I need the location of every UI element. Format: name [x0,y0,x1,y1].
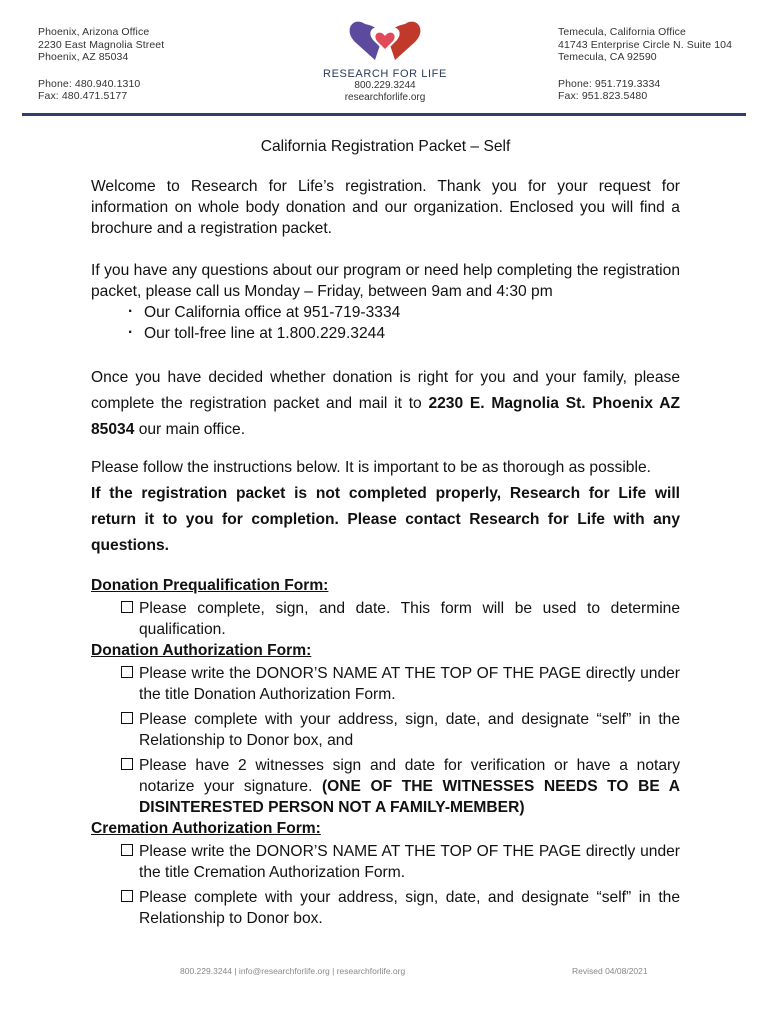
witness-warning: (ONE OF THE WITNESSES NEEDS TO BE A DISINTERESTED PERSON NOT A FAMILY-MEMBER) [139,778,680,816]
office-fax: Fax: 951.823.5480 [558,90,648,102]
checkbox[interactable] [121,890,133,902]
checklist-item [121,755,680,818]
organization-logo [300,14,470,104]
checkbox[interactable] [121,758,133,770]
section-heading-donation-authorization: Donation Authorization Form: [91,642,312,659]
mailing-text: Once you have decided whether donation is right for you and your family, please complete the registration packet and mail it to [91,369,680,412]
checklist-text: Please complete with your address, sign, date, and designate “self” in the Relationship to Donor box. [139,889,680,927]
office-street: 41743 Enterprise Circle N. Suite 104 [558,38,733,51]
header-left-address [38,26,164,103]
checkbox[interactable] [121,844,133,856]
instructions-paragraph [91,455,680,559]
checklist-item [121,709,680,751]
checklist-item [121,841,680,883]
checkbox[interactable] [121,666,133,678]
document-body [91,136,680,929]
header-divider [22,113,746,116]
office-street: 2230 East Magnolia Street [38,38,165,51]
logo-phone: 800.229.3244 [354,80,416,91]
header-right-address [558,26,732,103]
intro-paragraph: Welcome to Research for Life’s registration. Thank you for your request for information on whole body donation and our organization. Enclosed you will find a brochure and a registration packet. [91,178,680,237]
list-item: · Our California office at 951-719-3334 [128,302,680,323]
office-name: Phoenix, Arizona Office [38,26,150,38]
office-city: Phoenix, AZ 85034 [38,51,129,63]
witness-text: Please have 2 witnesses sign and date for verification or have a notary notarize your signature. [139,757,680,795]
checklist-item [121,598,680,640]
mailing-paragraph [91,365,680,443]
list-item: · Our toll-free line at 1.800.229.3244 [128,323,680,344]
instructions-warning: If the registration packet is not completed properly, Research for Life will return it to you for completion. Please contact Research for Life with any questions. [91,485,680,554]
contact-bullet-list [91,302,680,344]
office-name: Temecula, California Office [558,26,686,38]
instructions-text: Please follow the instructions below. It is important to be as thorough as possible. [91,459,651,476]
footer-revised-date: Revised 04/08/2021 [572,966,648,976]
checklist-item [121,887,680,929]
checklist-text: Please complete with your address, sign, date, and designate “self” in the Relationship to Donor box, and [139,711,680,749]
logo-website: researchforlife.org [344,92,426,103]
checklist-text: Please write the DONOR’S NAME AT THE TOP OF THE PAGE directly under the title Cremation Authorization Form. [139,843,680,881]
footer-contact: 800.229.3244 | info@researchforlife.org | researchforlife.org [180,966,406,976]
questions-paragraph: If you have any questions about our program or need help completing the registration packet, please call us Monday – Friday, between 9am and 4:30 pm [91,262,680,300]
checkbox[interactable] [121,601,133,613]
checklist-item [121,663,680,705]
section-heading-prequalification: Donation Prequalification Form: [91,577,329,594]
mailing-text-end: our main office. [134,421,246,438]
office-fax: Fax: 480.471.5177 [38,90,128,102]
office-city: Temecula, CA 92590 [558,51,657,63]
checklist-text: Please complete, sign, and date. This form will be used to determine qualification. [139,600,680,638]
logo-org-name: RESEARCH FOR LIFE [323,68,447,80]
checklist-text: Please write the DONOR’S NAME AT THE TOP OF THE PAGE directly under the title Donation Authorization Form. [139,665,680,703]
page-title: California Registration Packet – Self [260,138,511,155]
checklist-text [139,755,680,818]
checkbox[interactable] [121,712,133,724]
mailing-address: 2230 E. Magnolia St. Phoenix AZ 85034 [91,395,680,438]
office-phone: Phone: 480.940.1310 [38,77,141,90]
hearts-logo-icon [345,14,425,66]
office-phone: Phone: 951.719.3334 [558,77,661,90]
section-heading-cremation-authorization: Cremation Authorization Form: [91,820,321,837]
